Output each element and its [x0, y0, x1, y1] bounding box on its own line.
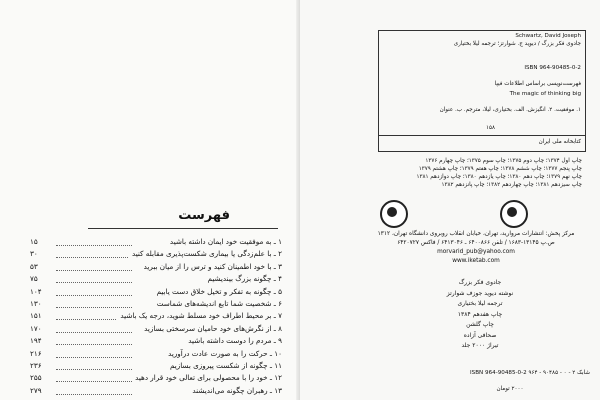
- toc-page-number: ۲۷۹: [30, 385, 42, 395]
- book-info-line: چاپ گلشن: [466, 321, 494, 328]
- book-info-block: [420, 278, 540, 352]
- toc-page-number: ۱۳۰: [30, 298, 42, 308]
- toc-dot-leader: [56, 348, 132, 358]
- toc-dot-leader: [56, 248, 132, 258]
- edition-line: چاپ پنجم ۱۳۷۷؛ چاپ ششم ۱۳۷۸؛ چاپ هفتم ۱۳۷۹؛ چاپ هشتم ۱۳۷۹: [418, 166, 582, 172]
- toc-chapter-title: ۳ ـ با خود اطمینان کنید و ترس را از میان ببرید: [141, 261, 282, 273]
- catalog-line: جادوی فکر بزرگ / دیوید ج. شوارتز؛ ترجمه لیلا بختیاری: [453, 41, 581, 47]
- toc-row: [30, 236, 282, 248]
- toc-chapter-title: ۴ ـ چگونه بزرگ بیندیشیم: [205, 273, 282, 285]
- toc-chapter-title: ۷ ـ بر محیط اطراف خود مسلط شوید، درجه یک باشید: [117, 310, 282, 322]
- toc-title-rule: [88, 228, 278, 229]
- edition-line: چاپ اول ۱۳۷۴؛ چاپ دوم ۱۳۷۵؛ چاپ سوم ۱۳۷۵؛ چاپ چهارم ۱۳۷۶: [425, 158, 582, 164]
- catalog-line: Schwartz, David Joseph: [515, 33, 581, 39]
- toc-row: [30, 248, 282, 260]
- toc-chapter-title: ۱۲ ـ خود را با محصولی برای تعالی خود قرار دهید: [132, 372, 282, 384]
- toc-chapter-title: ۱۰ ـ حرکت را به صورت عادت درآورید: [165, 348, 282, 360]
- toc-row: [30, 298, 282, 310]
- seal-logo-icon: [500, 200, 528, 228]
- toc-chapter-title: ۹ ـ مردم را دوست داشته باشید: [185, 335, 282, 347]
- catalog-classification: ۱۵۸: [485, 125, 495, 131]
- toc-dot-leader: [56, 360, 132, 370]
- toc-title: فهرست: [178, 208, 230, 223]
- cataloging-box: [378, 30, 586, 152]
- toc-page-number: ۵۳: [30, 261, 38, 271]
- toc-dot-leader: [56, 298, 132, 308]
- book-info-line: چاپ هفدهم ۱۳۸۴: [457, 310, 503, 318]
- toc-page-number: ۱۵۱: [30, 311, 42, 321]
- toc-chapter-title: ۶ ـ شخصیت شما تابع اندیشه‌های شماست: [154, 298, 282, 310]
- toc-row: [30, 335, 282, 347]
- toc-row: [30, 273, 282, 285]
- toc-page-number: ۱۹۴: [30, 336, 42, 346]
- catalog-line: فهرست‌نویسی براساس اطلاعات فیپا: [494, 81, 581, 87]
- toc-page-number: ۱۵: [30, 237, 38, 246]
- toc-dot-leader: [56, 385, 132, 395]
- national-library-label: کتابخانه ملی ایران: [538, 139, 581, 145]
- catalog-line: ۱. موفقیت. ۲. انگیزش. الف. بختیاری، لیلا، مترجم. ب. عنوان: [439, 107, 581, 113]
- toc-chapter-title: ۵ ـ چگونه به تفکر و تخیل خلاق دست یابیم: [154, 286, 282, 298]
- toc-chapter-title: ۲ ـ با علم‌زدگی یا بیماری شکست‌پذیری مقابله کنید: [129, 248, 282, 260]
- toc-row: [30, 261, 282, 273]
- book-info-line: نوشته دیوید جوزف شوارتز: [446, 289, 514, 297]
- toc-page-number: ۲۳۶: [30, 360, 42, 370]
- toc-list: [30, 236, 282, 397]
- toc-row: [30, 372, 282, 384]
- toc-dot-leader: [56, 323, 132, 333]
- toc-dot-leader: [56, 372, 132, 382]
- publisher-website: www.iketab.com: [452, 258, 500, 264]
- toc-page-number: ۳۰: [30, 249, 38, 259]
- catalog-line: ISBN 964-90485-0-2: [524, 65, 581, 71]
- toc-page-number: ۲۵۵: [30, 373, 42, 383]
- book-info-line: ترجمه لیلا بختیاری: [457, 300, 503, 307]
- toc-dot-leader: [56, 286, 132, 296]
- toc-page-number: ۲۱۶: [30, 348, 42, 358]
- toc-dot-leader: [56, 261, 132, 271]
- toc-page-number: ۷۵: [30, 274, 38, 284]
- toc-row: [30, 360, 282, 372]
- publisher-logo-icon: [380, 200, 408, 228]
- edition-line: چاپ سیزدهم ۱۳۸۱؛ چاپ چهاردهم ۱۳۸۲؛ چاپ پانزدهم ۱۳۸۲: [441, 182, 582, 188]
- edition-line: چاپ نهم ۱۳۷۹؛ چاپ دهم ۱۳۸۰؛ چاپ یازدهم ۱۳۸۰؛ چاپ دوازدهم ۱۳۸۱: [416, 174, 582, 180]
- toc-row: [30, 310, 282, 322]
- toc-chapter-title: ۸ ـ از نگرش‌های خود حامیان سرسختی بسازید: [141, 323, 282, 335]
- book-info-line: تیراژ ۲۰۰۰ جلد: [461, 342, 499, 349]
- toc-chapter-title: ۱۱ ـ چگونه از شکست پیروزی بسازیم: [167, 360, 282, 372]
- publisher-phone: ص.پ ۱۳۱۴۵-۱۶۸۳ / تلفن ۶۴۰۰۸۶۶ ـ ۶۴۱۳۰۴۶ / فاکس ۶۴۲۰۷۲۷: [397, 240, 555, 246]
- toc-row: [30, 323, 282, 335]
- toc-page-number: ۱۷۰: [30, 323, 42, 333]
- catalog-divider: [379, 135, 585, 136]
- toc-dot-leader: [56, 335, 132, 345]
- price-label: ۲۰۰۰ تومان: [496, 386, 524, 392]
- isbn-line: شابک ۲ - ۰ - ۹۰۴۸۵ - ۹۶۴ ISBN 964-90485-0-2: [470, 370, 590, 376]
- publisher-address: مرکز پخش: انتشارات مروارید، تهران، خیابان انقلاب روبروی دانشگاه تهران، ۱۳۱۲: [377, 231, 575, 237]
- toc-row: [30, 385, 282, 397]
- book-info-line: جادوی فکر بزرگ: [458, 279, 502, 286]
- toc-chapter-title: ۱ ـ به موفقیت خود ایمان داشته باشید: [167, 236, 282, 248]
- right-page: [300, 0, 600, 400]
- toc-row: [30, 286, 282, 298]
- toc-page-number: ۱۰۴: [30, 286, 42, 296]
- publisher-email: morvarid_pub@yahoo.com: [437, 249, 515, 255]
- toc-row: [30, 348, 282, 360]
- toc-dot-leader: [56, 273, 132, 283]
- catalog-line: The magic of thinking big: [509, 91, 581, 97]
- book-info-line: صحافی آزاده: [463, 331, 497, 339]
- toc-dot-leader: [56, 236, 132, 246]
- toc-chapter-title: ۱۳ ـ رهبران چگونه می‌اندیشند: [189, 385, 282, 397]
